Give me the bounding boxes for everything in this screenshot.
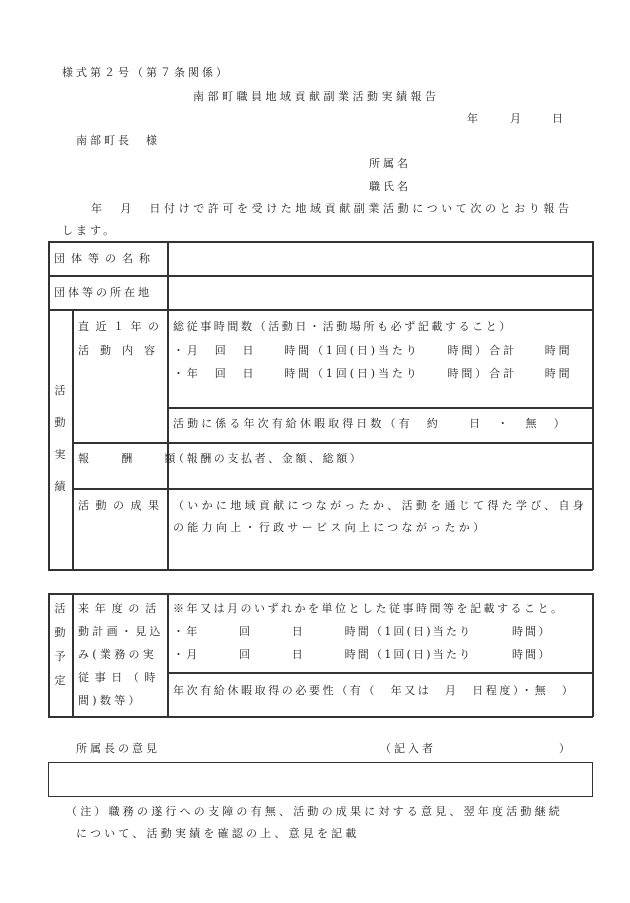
plan-label — [78, 597, 164, 712]
activity-note: 総従事時間数（活動日・活動場所も必ず記載すること） — [173, 320, 513, 333]
writer-close: ） — [559, 742, 573, 755]
activity-yearly-line[interactable]: ・年 回 日 時間（1回(日)当たり 時間）合計 時間 — [173, 367, 573, 380]
section-char: 活 — [54, 384, 66, 397]
activity-monthly-line[interactable]: ・月 回 日 時間（1回(日)当たり 時間）合計 時間 — [173, 344, 573, 357]
supervisor-opinion-box[interactable] — [48, 762, 593, 797]
section-char: 予 — [54, 650, 66, 663]
date-month: 月 — [510, 112, 524, 125]
plan-label-line: 来年度の活 — [78, 602, 162, 615]
compensation-note[interactable]: （報酬の支払者、金額、総額） — [173, 452, 364, 465]
plan-label-line: 動計画・見込 — [78, 625, 164, 638]
outcome-note-2: の能力向上・行政サービス向上につながったか） — [173, 521, 488, 534]
section-char: 定 — [54, 674, 66, 687]
section-char: 動 — [54, 416, 66, 429]
form-number: 様式第２号（第７条関係） — [62, 66, 230, 79]
name-label: 職氏名 — [369, 180, 411, 193]
intro-line-1: 年 月 日付けで許可を受けた地域貢献副業活動について次のとおり報告 — [91, 202, 573, 215]
note-line-1: （注）職務の遂行への支障の有無、活動の成果に対する意見、翌年度活動継続 — [66, 805, 563, 818]
activity-label-1: 直近１年の — [78, 320, 166, 333]
section-label-results — [53, 375, 67, 503]
activity-leave-line[interactable]: 活動に係る年次有給休暇取得日数（有 約 日 ・ 無 ） — [173, 417, 568, 430]
date-year: 年 — [467, 112, 481, 125]
plan-leave-line[interactable]: 年次有給休暇取得の必要性（有（ 年又は 月 日程度）・無 ） — [173, 684, 576, 697]
section-char: 実 — [54, 448, 66, 461]
plan-yearly-line[interactable]: ・年 回 日 時間（1回(日)当たり 時間） — [173, 625, 552, 638]
plan-label-line: 間)数等） — [78, 694, 143, 707]
plan-label-line: み(業務の実 — [78, 648, 158, 661]
plan-monthly-line[interactable]: ・月 回 日 時間（1回(日)当たり 時間） — [173, 648, 552, 661]
intro-line-2: します。 — [62, 224, 118, 237]
activity-label-2: 活動内容 — [78, 344, 166, 357]
plan-note: ※年又は月のいずれかを単位とした従事時間等を記載すること。 — [173, 602, 565, 615]
document-title: 南部町職員地域貢献副業活動実績報告 — [193, 90, 440, 103]
org-address-label: 団体等の所在地 — [54, 286, 152, 299]
outcome-note-1[interactable]: （いかに地域貢献につながったか、活動を通じて得た学び、自身 — [173, 499, 588, 512]
org-name-field[interactable] — [169, 243, 591, 274]
writer-label: （記入者 — [380, 742, 436, 755]
date-day: 日 — [552, 112, 566, 125]
org-name-label: 団体等の名称 — [54, 252, 156, 265]
note-line-2: について、活動実績を確認の上、意見を記載 — [76, 827, 360, 840]
section-char: 績 — [54, 480, 66, 493]
section-char: 動 — [54, 626, 66, 639]
outcome-label: 活動の成果 — [78, 499, 166, 512]
addressee: 南部町長 様 — [76, 134, 160, 147]
supervisor-opinion-label: 所属長の意見 — [76, 742, 160, 755]
section-label-plan — [53, 597, 67, 693]
section-char: 活 — [54, 602, 66, 615]
plan-label-line: 従事日（時 — [78, 671, 161, 684]
org-address-field[interactable] — [169, 277, 591, 308]
compensation-label: 報 酬 額 — [78, 452, 179, 465]
affiliation-label: 所属名 — [369, 157, 411, 170]
